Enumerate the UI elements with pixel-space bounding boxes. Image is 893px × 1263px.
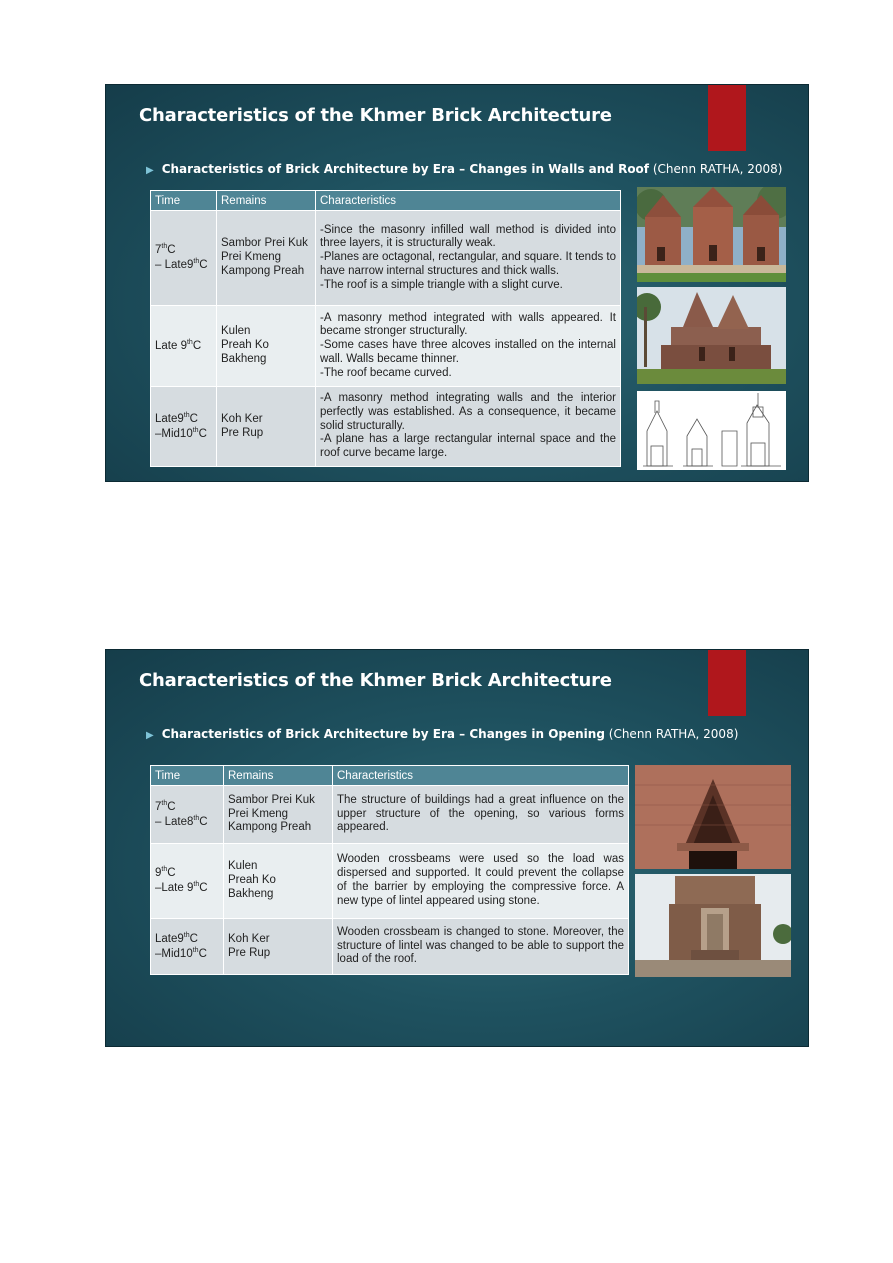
slide-subtitle [146,162,782,176]
accent-bar [708,85,746,151]
brick-opening-photo [635,765,791,869]
table-row [151,211,621,306]
header-remains: Remains [217,191,316,211]
temple-photo-towers [637,187,786,282]
remains-cell: Sambor Prei Kuk Prei Kmeng Kampong Preah [224,786,333,844]
header-time: Time [151,766,224,786]
bullet-triangle-icon: ▶ [146,165,154,176]
characteristics-cell: Wooden crossbeam is changed to stone. Moreover, the structure of lintel was changed to be able to support the load of the roof. [333,919,629,975]
accent-bar [708,650,746,716]
characteristics-cell: The structure of buildings had a great influence on the upper structure of the opening, so various forms appeared. [333,786,629,844]
time-cell: Late9thC –Mid10thC [151,387,217,467]
slide-walls-roof [106,85,808,481]
header-characteristics: Characteristics [316,191,621,211]
table-row [151,786,629,844]
table-row [151,306,621,387]
time-cell: 9thC –Late 9thC [151,844,224,919]
remains-cell: Kulen Preah Ko Bakheng [224,844,333,919]
slide-title: Characteristics of the Khmer Brick Architecture [139,670,612,691]
remains-cell: Kulen Preah Ko Bakheng [217,306,316,387]
temple-door-photo [635,874,791,977]
slide-subtitle [146,727,738,741]
subtitle-bold: Characteristics of Brick Architecture by Era – Changes in Opening [161,727,605,741]
era-table [150,765,629,975]
era-table [150,190,621,467]
header-time: Time [151,191,217,211]
table-row [151,387,621,467]
elevation-drawings [637,391,786,470]
remains-cell: Koh Ker Pre Rup [224,919,333,975]
subtitle-citation: (Chenn RATHA, 2008) [652,162,783,176]
characteristics-cell: -A masonry method integrated with walls appeared. It became stronger structurally. -Some cases have three alcoves installed on the internal wall. Walls became thinner. -The roof became curved. [316,306,621,387]
bullet-triangle-icon: ▶ [146,730,154,741]
time-cell: Late9thC –Mid10thC [151,919,224,975]
subtitle-citation: (Chenn RATHA, 2008) [608,727,739,741]
slide-title: Characteristics of the Khmer Brick Architecture [139,105,612,126]
temple-photo-tall [637,287,786,384]
characteristics-cell: -Since the masonry infilled wall method is divided into three layers, it is structurally weak. -Planes are octagonal, rectangular, and square. It tends to have narrow internal structures and thick walls. -The roof is a simple triangle with a slight curve. [316,211,621,306]
slide-opening [106,650,808,1046]
time-cell: 7thC – Late9thC [151,211,217,306]
subtitle-bold: Characteristics of Brick Architecture by Era – Changes in Walls and Roof [161,162,650,176]
time-cell: 7thC – Late8thC [151,786,224,844]
table-row [151,844,629,919]
remains-cell: Koh Ker Pre Rup [217,387,316,467]
remains-cell: Sambor Prei Kuk Prei Kmeng Kampong Preah [217,211,316,306]
header-remains: Remains [224,766,333,786]
header-characteristics: Characteristics [333,766,629,786]
characteristics-cell: Wooden crossbeams were used so the load was dispersed and supported. It could prevent the collapse of the barrier by employing the compressive force. A new type of lintel appeared using stone. [333,844,629,919]
table-row [151,919,629,975]
time-cell: Late 9thC [151,306,217,387]
characteristics-cell: -A masonry method integrating walls and the interior perfectly was established. As a consequence, it became solid structurally. -A plane has a large rectangular internal space and the roof curve became large. [316,387,621,467]
